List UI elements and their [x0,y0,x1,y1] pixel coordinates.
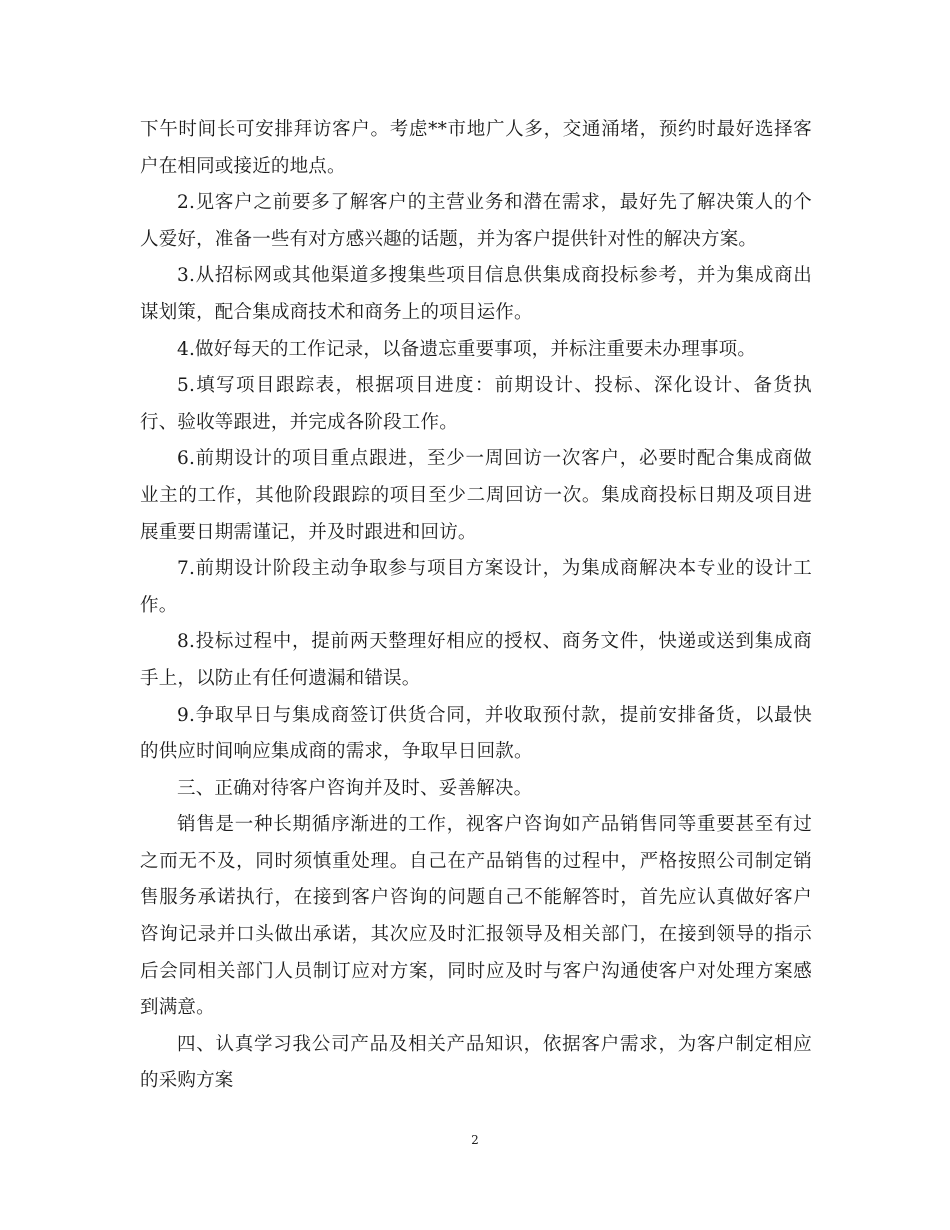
paragraph-item-5: 5.填写项目跟踪表，根据项目进度：前期设计、投标、深化设计、备货执行、验收等跟进，并完成各阶段工作。 [140,375,812,433]
paragraph-item-8: 8.投标过程中，提前两天整理好相应的授权、商务文件，快递或送到集成商手上，以防止有任何遗漏和错误。 [140,631,812,689]
paragraph-item-7: 7.前期设计阶段主动争取参与项目方案设计，为集成商解决本专业的设计工作。 [140,558,812,616]
section-heading-4: 四、认真学习我公司产品及相关产品知识，依据客户需求，为客户制定相应的采购方案 [140,1033,812,1092]
paragraph-item-9: 9.争取早日与集成商签订供货合同，并收取预付款，提前安排备货，以最快的供应时间响应集成商的需求，争取早日回款。 [140,704,812,763]
document-body [140,112,812,1100]
paragraph-item-6: 6.前期设计的项目重点跟进，至少一周回访一次客户，必要时配合集成商做业主的工作，其他阶段跟踪的项目至少二周回访一次。集成商投标日期及项目进展重要日期需谨记，并及时跟进和回访。 [140,448,812,543]
paragraph-continuation: 下午时间长可安排拜访客户。考虑**市地广人多，交通涌堵，预约时最好选择客户在相同或接近的地点。 [140,119,812,177]
section-heading-3: 三、正确对待客户咨询并及时、妥善解决。 [177,777,533,799]
paragraph-item-2: 2.见客户之前要多了解客户的主营业务和潜在需求，最好先了解决策人的个人爱好，准备一些有对方感兴趣的话题，并为客户提供针对性的解决方案。 [140,192,812,250]
page-number: 2 [471,1133,479,1147]
paragraph-customer-consultation: 销售是一种长期循序渐进的工作，视客户咨询如产品销售同等重要甚至有过之而无不及，同时须慎重处理。自己在产品销售的过程中，严格按照公司制定销售服务承诺执行，在接到客户咨询的问题自己不能解答时，首先应认真做好客户咨询记录并口头做出承诺，其次应及时汇报领导及相关部门，在接到领导的指示后会同相关部门人员制订应对方案，同时应及时与客户沟通使客户对处理方案感到满意。 [140,814,812,1019]
paragraph-item-3: 3.从招标网或其他渠道多搜集些项目信息供集成商投标参考，并为集成商出谋划策，配合集成商技术和商务上的项目运作。 [140,265,812,323]
paragraph-item-4: 4.做好每天的工作记录，以备遗忘重要事项，并标注重要未办理事项。 [177,338,757,360]
